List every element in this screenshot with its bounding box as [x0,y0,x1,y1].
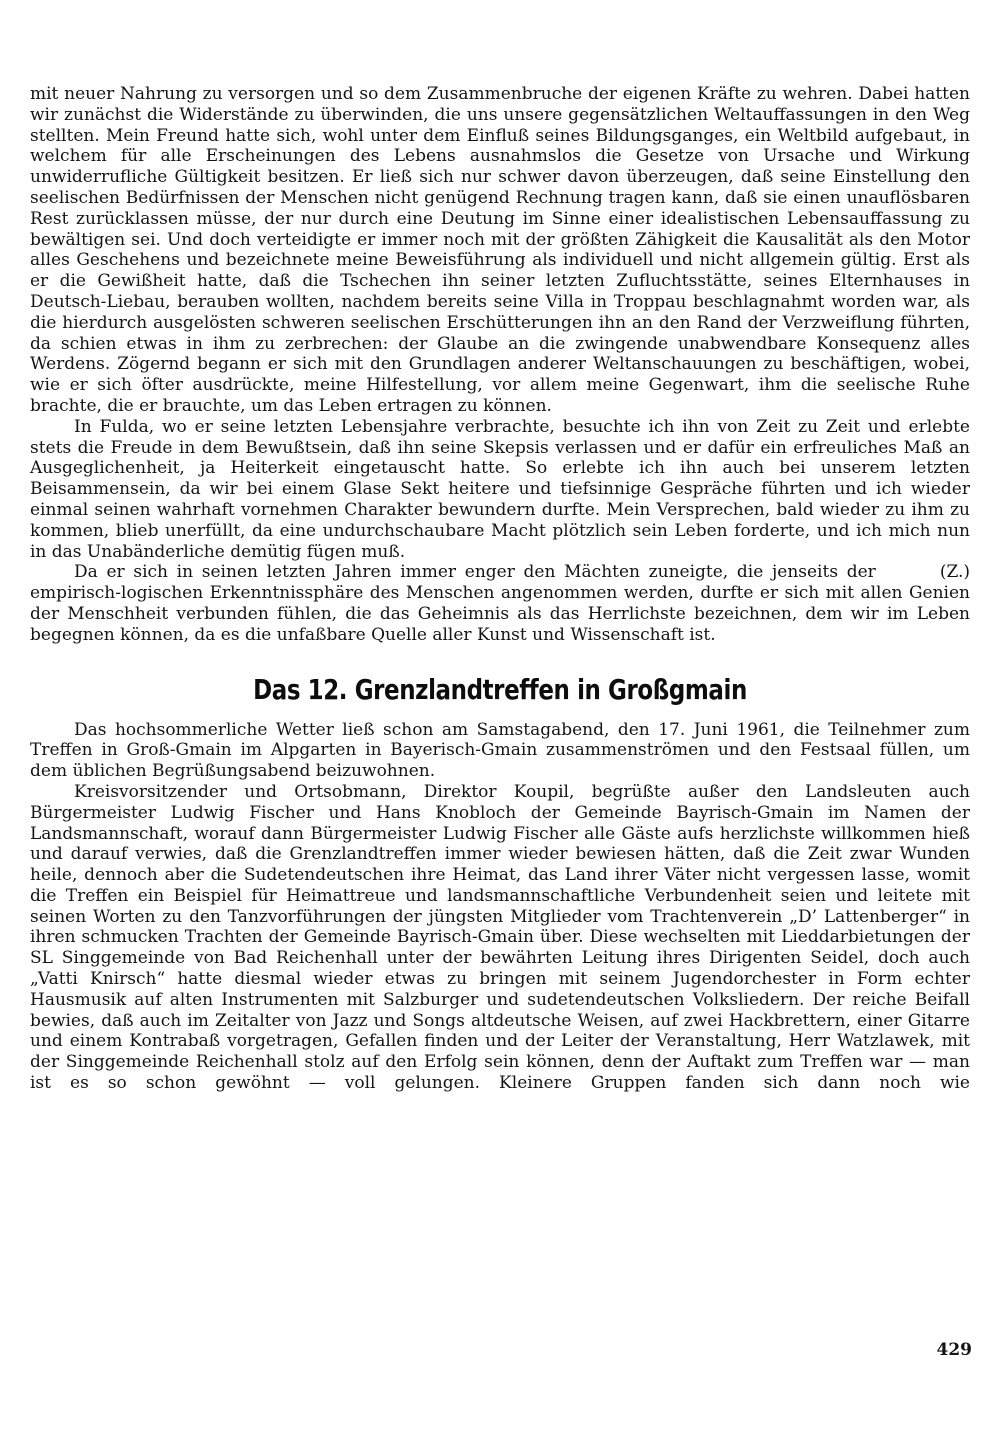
page-number: 429 [936,1340,972,1360]
article2-paragraph-2: Kreisvorsitzender und Ortsobmann, Direktor Koupil, begrüßte außer den Landsleuten auch Bürgermeister Ludwig Fischer und Hans Knobloch der Gemeinde Bayrisch-Gmain im Namen der Landsmannschaft, worauf dann Bürgermeister Ludwig Fischer alle Gäste aufs herzlichste willkommen hieß und darauf verwies, daß die Grenzlandtreffen immer wieder bewiesen hätten, daß die Zeit zwar Wunden heile, dennoch aber die Sudetendeutschen ihre Heimat, das Land ihrer Väter nicht vergessen lasse, womit die Treffen ein Beispiel für Heimattreue und landsmannschaftliche Verbundenheit seien und leitete mit seinen Worten zu den Tanzvorführungen der jüngsten Mitglieder vom Trachtenverein „D’ Lattenberger“ in ihren schmucken Trachten der Gemeinde Bayrisch-Gmain über. Diese wechselten mit Lieddarbietungen der SL Singgemeinde von Bad Reichenhall unter der bewährten Leitung ihres Dirigenten Seidel, doch auch „Vatti Knirsch“ hatte diesmal wieder etwas zu bringen mit seinem Jugendorchester in Form echter Hausmusik auf alten Instrumenten mit Salzburger und sudetendeutschen Volksliedern. Der reiche Beifall bewies, daß auch im Zeitalter von Jazz und Songs altdeutsche Weisen, auf zwei Hackbrettern, einer Gitarre und einem Kontrabaß vorgetragen, Gefallen finden und der Leiter der Veranstaltung, Herr Watzlawek, mit der Singgemeinde Reichenhall stolz auf den Erfolg sein können, denn der Auftakt zum Treffen war — man ist es so schon gewöhnt — voll gelungen. Kleinere Gruppen fanden sich dann noch wie [30,781,970,1094]
article1-paragraph-2: In Fulda, wo er seine letzten Lebensjahre verbrachte, besuchte ich ihn von Zeit zu Zeit und erlebte stets die Freude in dem Bewußtsein, daß ihn seine Skepsis verlassen und er dafür ein erfreuliches Maß an Ausgeglichenheit, ja Heiterkeit eingetauscht hatte. So erlebte ich ihn auch bei unserem letzten Beisammensein, da wir bei einem Glase Sekt heitere und tiefsinnige Gespräche führten und ich wieder einmal seinen wahrhaft vornehmen Charakter bewundern durfte. Mein Versprechen, bald wieder zu ihm zu kommen, blieb unerfüllt, da eine undurchschaubare Macht plötzlich sein Leben forderte, und ich mich nun in das Unabänderliche demütig fügen muß. [30,416,970,562]
article1-paragraph-3-text: Da er sich in seinen letzten Jahren immer enger den Mächten zuneigte, die jenseits der empirisch-logischen Erkenntnissphäre des Menschen angenommen werden, durfte er sich mit allen Genien der Menschheit verbunden fühlen, die das Geheimnis als das Herrlichste bezeichnen, dem wir im Leben begegnen können, da es die unfaßbare Quelle aller Kunst und Wissenschaft ist. [30,562,970,645]
article1-paragraph-3 [30,562,970,645]
page-body [30,84,970,1115]
article2-paragraph-1: Das hochsommerliche Wetter ließ schon am Samstagabend, den 17. Juni 1961, die Teilnehmer zum Treffen in Groß-Gmain im Alpgarten in Bayerisch-Gmain zusammenströmen und den Festsaal füllen, um dem üblichen Begrüßungsabend beizuwohnen. [30,719,970,782]
article1-paragraph-1: mit neuer Nahrung zu versorgen und so dem Zusammenbruche der eigenen Kräfte zu wehren. Dabei hatten wir zunächst die Widerstände zu überwinden, die uns unsere gegensätzlichen Weltauffassungen in den Weg stellten. Mein Freund hatte sich, wohl unter dem Einfluß seines Bildungsganges, ein Weltbild aufgebaut, in welchem für alle Erscheinungen des Lebens ausnahmslos die Gesetze von Ursache und Wirkung unwiderrufliche Gültigkeit besitzen. Er ließ sich nur schwer davon überzeugen, daß seine Einstellung den seelischen Bedürfnissen der Menschen nicht genügend Rechnung tragen kann, daß sie einen unauflösbaren Rest zurücklassen müsse, der nur durch eine Deutung im Sinne einer idealistischen Lebensauffassung zu bewältigen sei. Und doch verteidigte er immer noch mit der größten Zähigkeit die Kausalität als den Motor alles Geschehens und bezeichnete meine Beweisführung als individuell und nicht allgemein gültig. Erst als er die Gewißheit hatte, daß die Tschechen ihn seiner letzten Zufluchtsstätte, seines Elternhauses in Deutsch-Liebau, berauben wollten, nachdem bereits seine Villa in Troppau beschlagnahmt worden war, als die hierdurch ausgelösten schweren seelischen Erschütterungen ihn an den Rand der Verzweiflung führten, da schien etwas in ihm zu zerbrechen: der Glaube an die zwingende unabwendbare Konsequenz alles Werdens. Zögernd begann er sich mit den Grundlagen anderer Weltanschauungen zu beschäftigen, wobei, wie er sich öfter ausdrückte, meine Hilfestellung, vor allem meine Gegenwart, ihm die seelische Ruhe brachte, die er brauchte, um das Leben ertragen zu können. [30,84,970,416]
article2-heading: Das 12. Grenzlandtreffen in Großgmain [253,672,747,706]
author-signature: (Z.) [939,562,970,583]
